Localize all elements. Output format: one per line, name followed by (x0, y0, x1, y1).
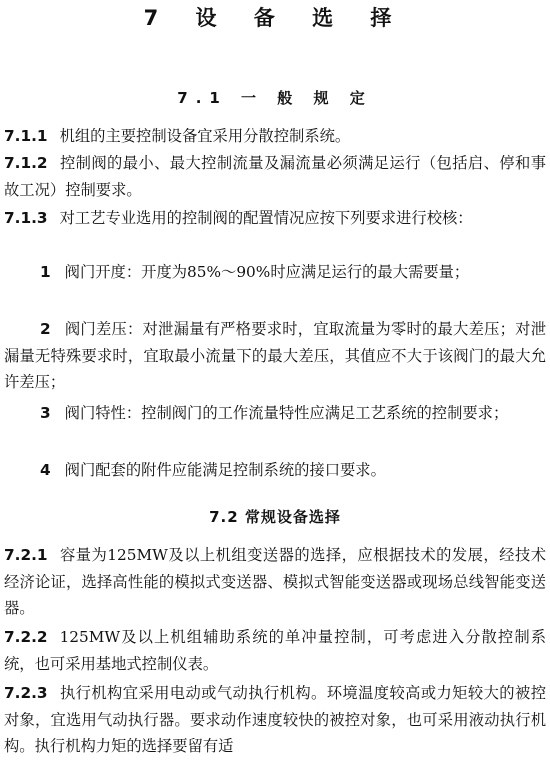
clause-7-2-2 (4, 624, 546, 677)
clause-text: 125MW及以上机组辅助系统的单冲量控制，可考虑进入分散控制系统，也可采用基地式控制仪表。 (4, 628, 546, 673)
item-text: 阀门配套的附件应能满足控制系统的接口要求。 (64, 461, 386, 479)
clause-text: 机组的主要控制设备宜采用分散控制系统。 (59, 127, 351, 145)
item-text: 阀门特性：控制阀门的工作流量特性应满足工艺系统的控制要求； (64, 404, 509, 422)
item-number: 3 (40, 404, 51, 422)
clause-7-2-1 (4, 542, 546, 622)
item-text: 阀门差压：对泄漏量有严格要求时，宜取流量为零时的最大差压；对泄漏量无特殊要求时，宜取最小流量下的最大差压，其值应不大于该阀门的最大允许差压； (4, 320, 546, 391)
chapter-title: 7 设 备 选 择 (143, 6, 407, 30)
list-item-4 (4, 457, 546, 484)
clause-number: 7.1.2 (4, 154, 48, 172)
clause-text: 容量为125MW及以上机组变送器的选择，应根据技术的发展，经技术经济论证，选择高性能的模拟式变送器、模拟式智能变送器或现场总线智能变送器。 (4, 546, 546, 617)
clause-text: 控制阀的最小、最大控制流量及漏流量必须满足运行（包括启、停和事故工况）控制要求。 (4, 154, 546, 199)
clause-7-2-3 (4, 680, 546, 760)
clause-7-1-3 (4, 205, 546, 232)
item-number: 1 (40, 263, 51, 281)
section-title-7-1: 7.1 一 般 规 定 (177, 89, 373, 107)
item-number: 2 (40, 320, 51, 338)
clause-7-1-1 (4, 123, 546, 150)
list-item-1 (4, 259, 546, 286)
item-number: 4 (40, 461, 51, 479)
list-item-2 (4, 316, 546, 396)
clause-number: 7.2.2 (4, 628, 48, 646)
list-item-3 (4, 400, 546, 427)
clause-number: 7.2.3 (4, 684, 48, 702)
clause-number: 7.1.3 (4, 209, 48, 227)
item-text: 阀门开度：开度为85%～90%时应满足运行的最大需要量； (64, 263, 470, 281)
clause-text: 执行机构宜采用电动或气动执行机构。环境温度较高或力矩较大的被控对象，宜选用气动执行器。要求动作速度较快的被控对象，也可采用液动执行机构。执行机构力矩的选择要留有适 (4, 684, 546, 755)
clause-text: 对工艺专业选用的控制阀的配置情况应按下列要求进行校核： (59, 209, 473, 227)
section-title-7-2: 7.2 常规设备选择 (209, 508, 341, 526)
clause-7-1-2 (4, 150, 546, 203)
clause-number: 7.1.1 (4, 127, 48, 145)
clause-number: 7.2.1 (4, 546, 48, 564)
